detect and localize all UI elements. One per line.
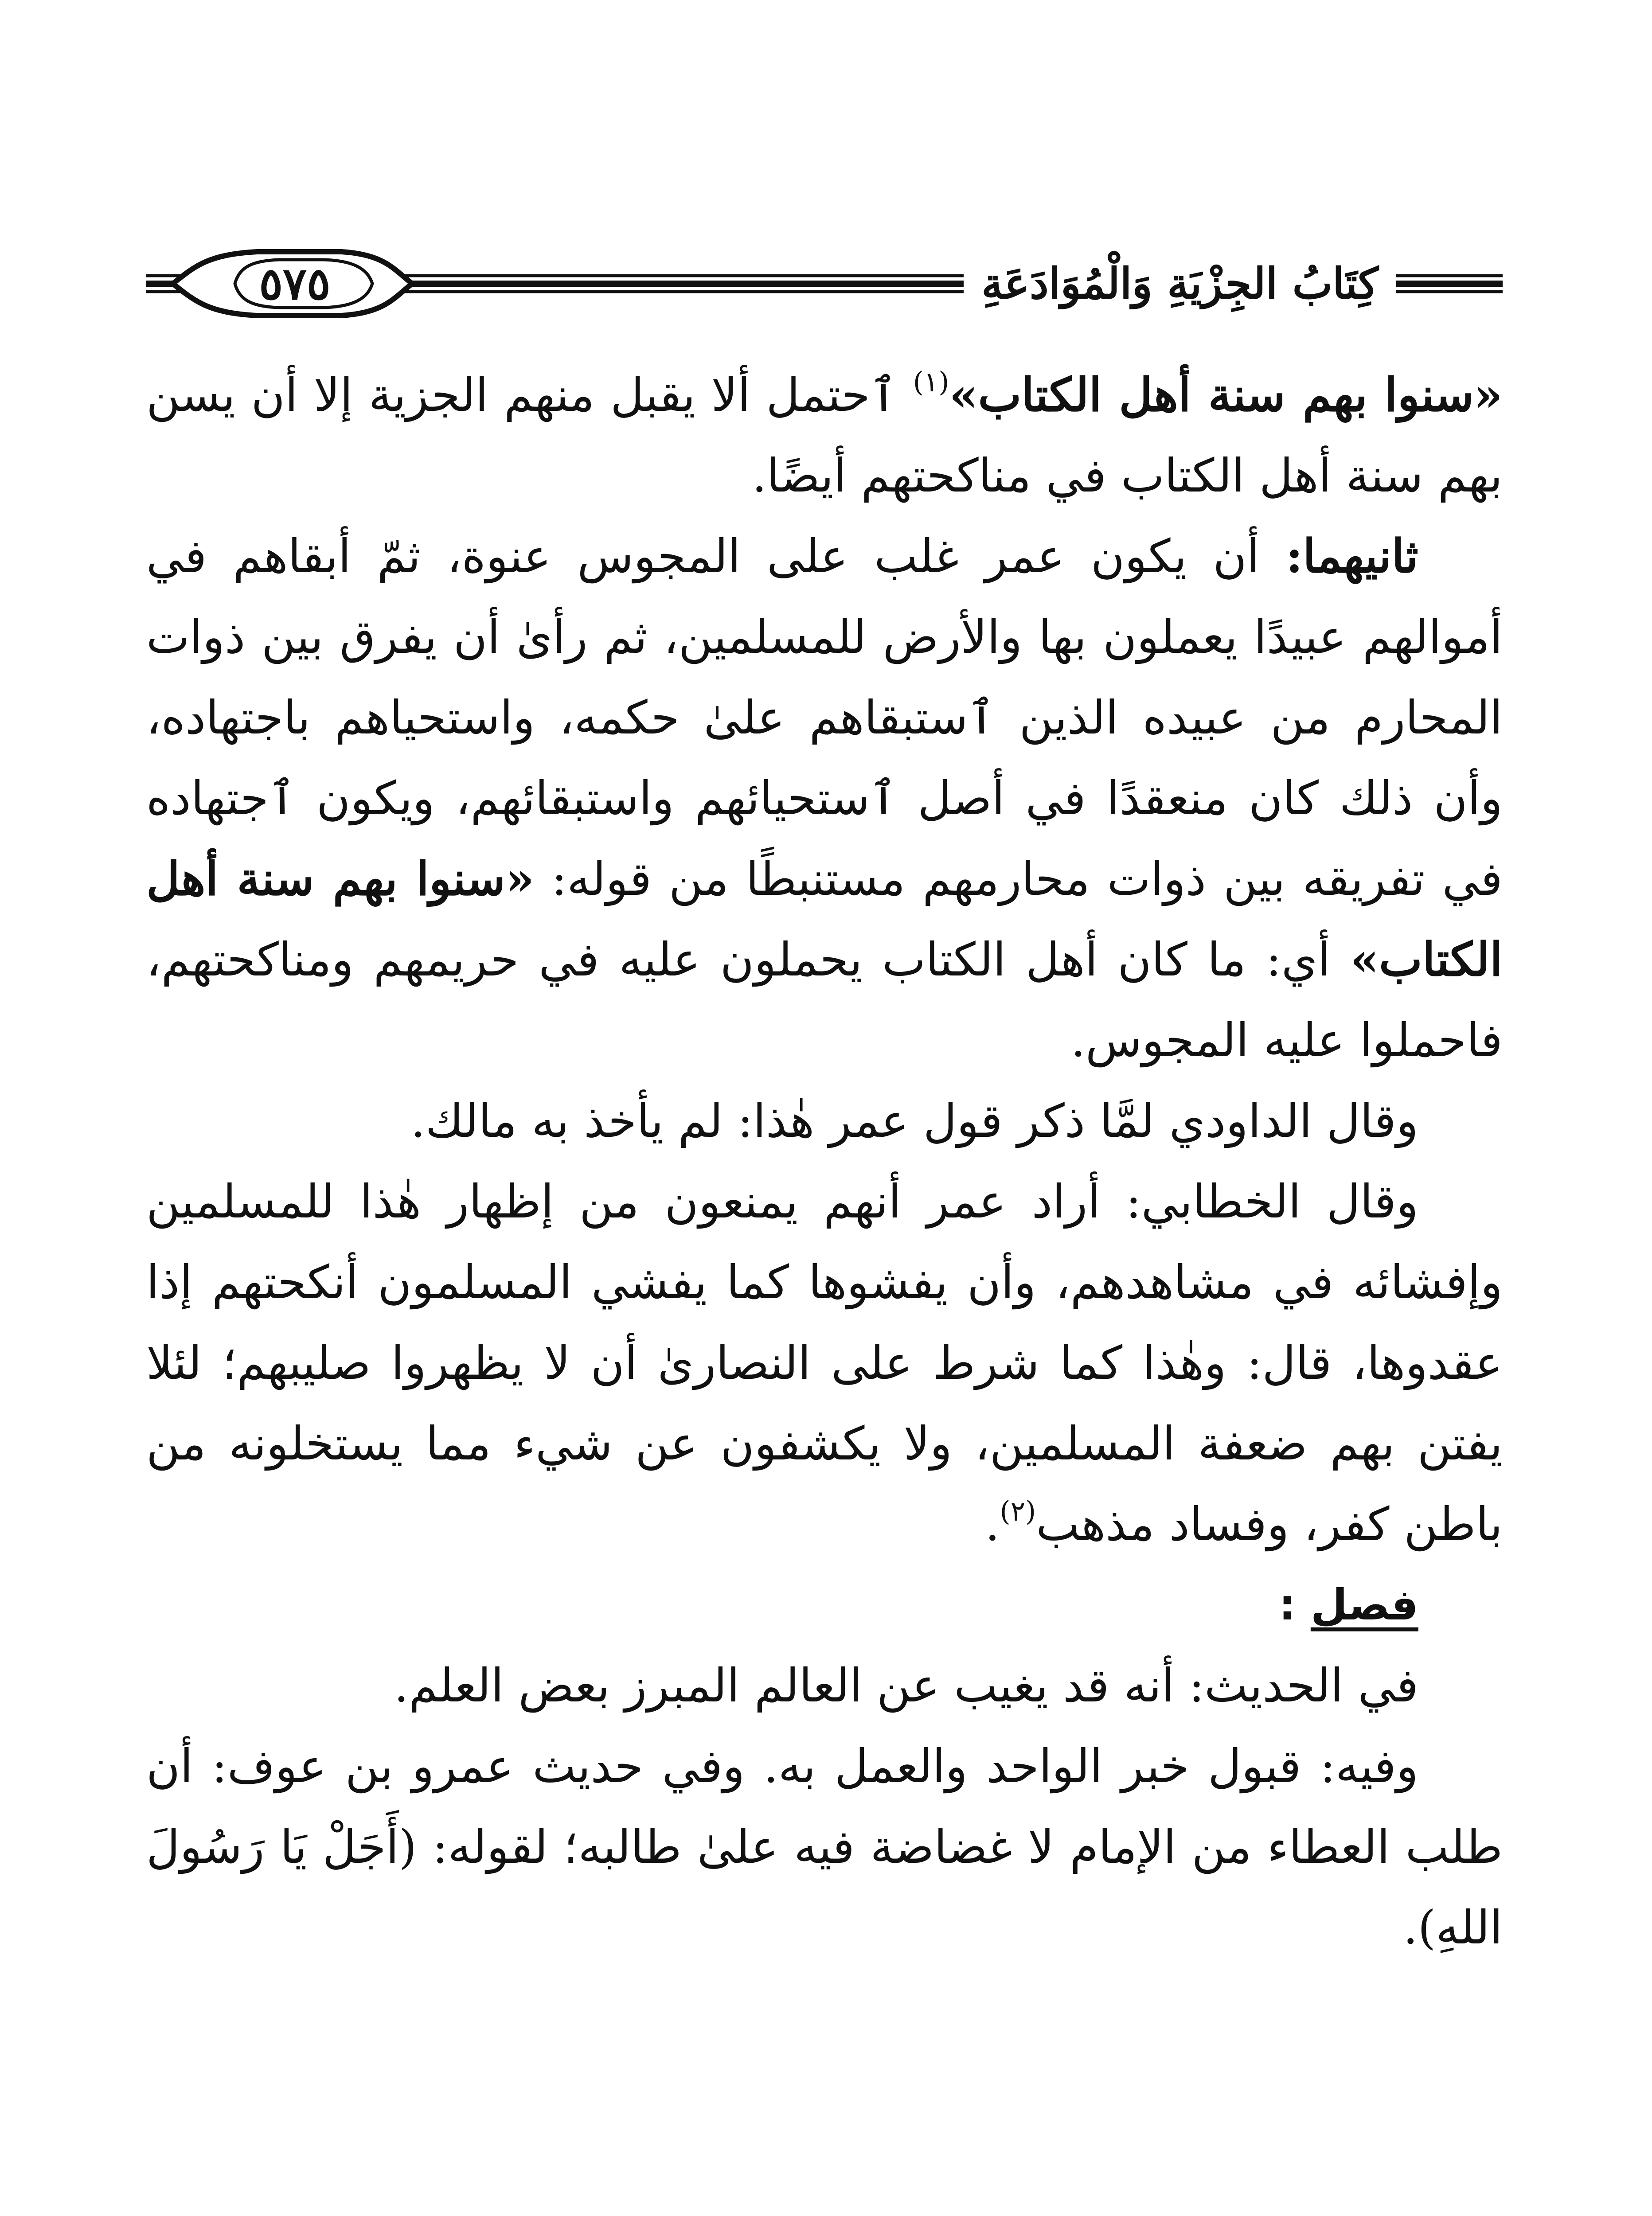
main-text — [146, 355, 1503, 1968]
paragraph-text: أي: ما كان أهل الكتاب يحملون عليه في حريمهم ومناكحتهم، فاحملوا عليه المجوس. — [146, 932, 1503, 1067]
section-heading-label: فصل — [1310, 1580, 1418, 1630]
footnote-ref-1: (١) — [913, 366, 949, 398]
page-header — [146, 239, 1503, 328]
paragraph-4 — [146, 1161, 1503, 1564]
hadith-quote: «سنوا بهم سنة أهل الكتاب» — [949, 367, 1503, 422]
section-heading-colon: : — [1279, 1580, 1311, 1630]
footnote-ref-2: (٢) — [1000, 1495, 1036, 1527]
page-number: ٥٧٥ — [259, 257, 331, 310]
running-title: كِتَابُ الجِزْيَةِ وَالْمُوَادَعَةِ — [964, 253, 1396, 315]
paragraph-1 — [146, 355, 1503, 516]
hadith-quote: «سنوا بهم سنة أهل الكتاب» — [146, 851, 1503, 987]
paragraph-end: . — [985, 1497, 1000, 1551]
paragraph-text: وقال الخطابي: أراد عمر أنهم يمنعون من إظهار هٰذا للمسلمين وإفشائه في مشاهدهم، وأن يفشوها كما يفشي المسلمون أنكحتهم إذا عقدوها، قال: وهٰذا كما شرط على النصارىٰ أن لا يظهروا صليبهم؛ لئلا يفتن بهم ضعفة المسلمين، ولا يكشفون عن شيء مما يستخلونه من باطن كفر، وفساد مذهب — [146, 1174, 1503, 1551]
paragraph-5: في الحديث: أنه قد يغيب عن العالم المبرز بعض العلم. — [394, 1658, 1418, 1713]
paragraph-3: وقال الداودي لمَّا ذكر قول عمر هٰذا: لم يأخذ به مالك. — [410, 1094, 1418, 1148]
paragraph-2 — [146, 516, 1503, 1081]
paragraph-text: ٱحتمل ألا يقبل منهم الجزية إلا أن يسن بهم سنة أهل الكتاب في مناكحتهم أيضًا. — [146, 368, 1503, 503]
paragraph-6: وفيه: قبول خبر الواحد والعمل به. وفي حديث عمرو بن عوف: أن طلب العطاء من الإمام لا غضاضة فيه علىٰ طالبه؛ لقوله: (أَجَلْ يَا رَسُولَ اللهِ). — [146, 1739, 1503, 1955]
paragraph-text: أن يكون عمر غلب على المجوس عنوة، ثمّ أبقاهم في أموالهم عبيدًا يعملون بها والأرض للمسلمين، ثم رأىٰ أن يفرق بين ذوات المحارم من عبيده الذين ٱستبقاهم علىٰ حكمه، واستحياهم باجتهاده، وأن ذلك كان منعقدًا في أصل ٱستحيائهم واستبقائهم، ويكون ٱجتهاده في تفريقه بين ذوات محارمهم مستنبطًا من قوله: — [146, 529, 1503, 906]
paragraph-lead: ثانيهما: — [1285, 529, 1418, 583]
section-heading — [146, 1564, 1503, 1645]
